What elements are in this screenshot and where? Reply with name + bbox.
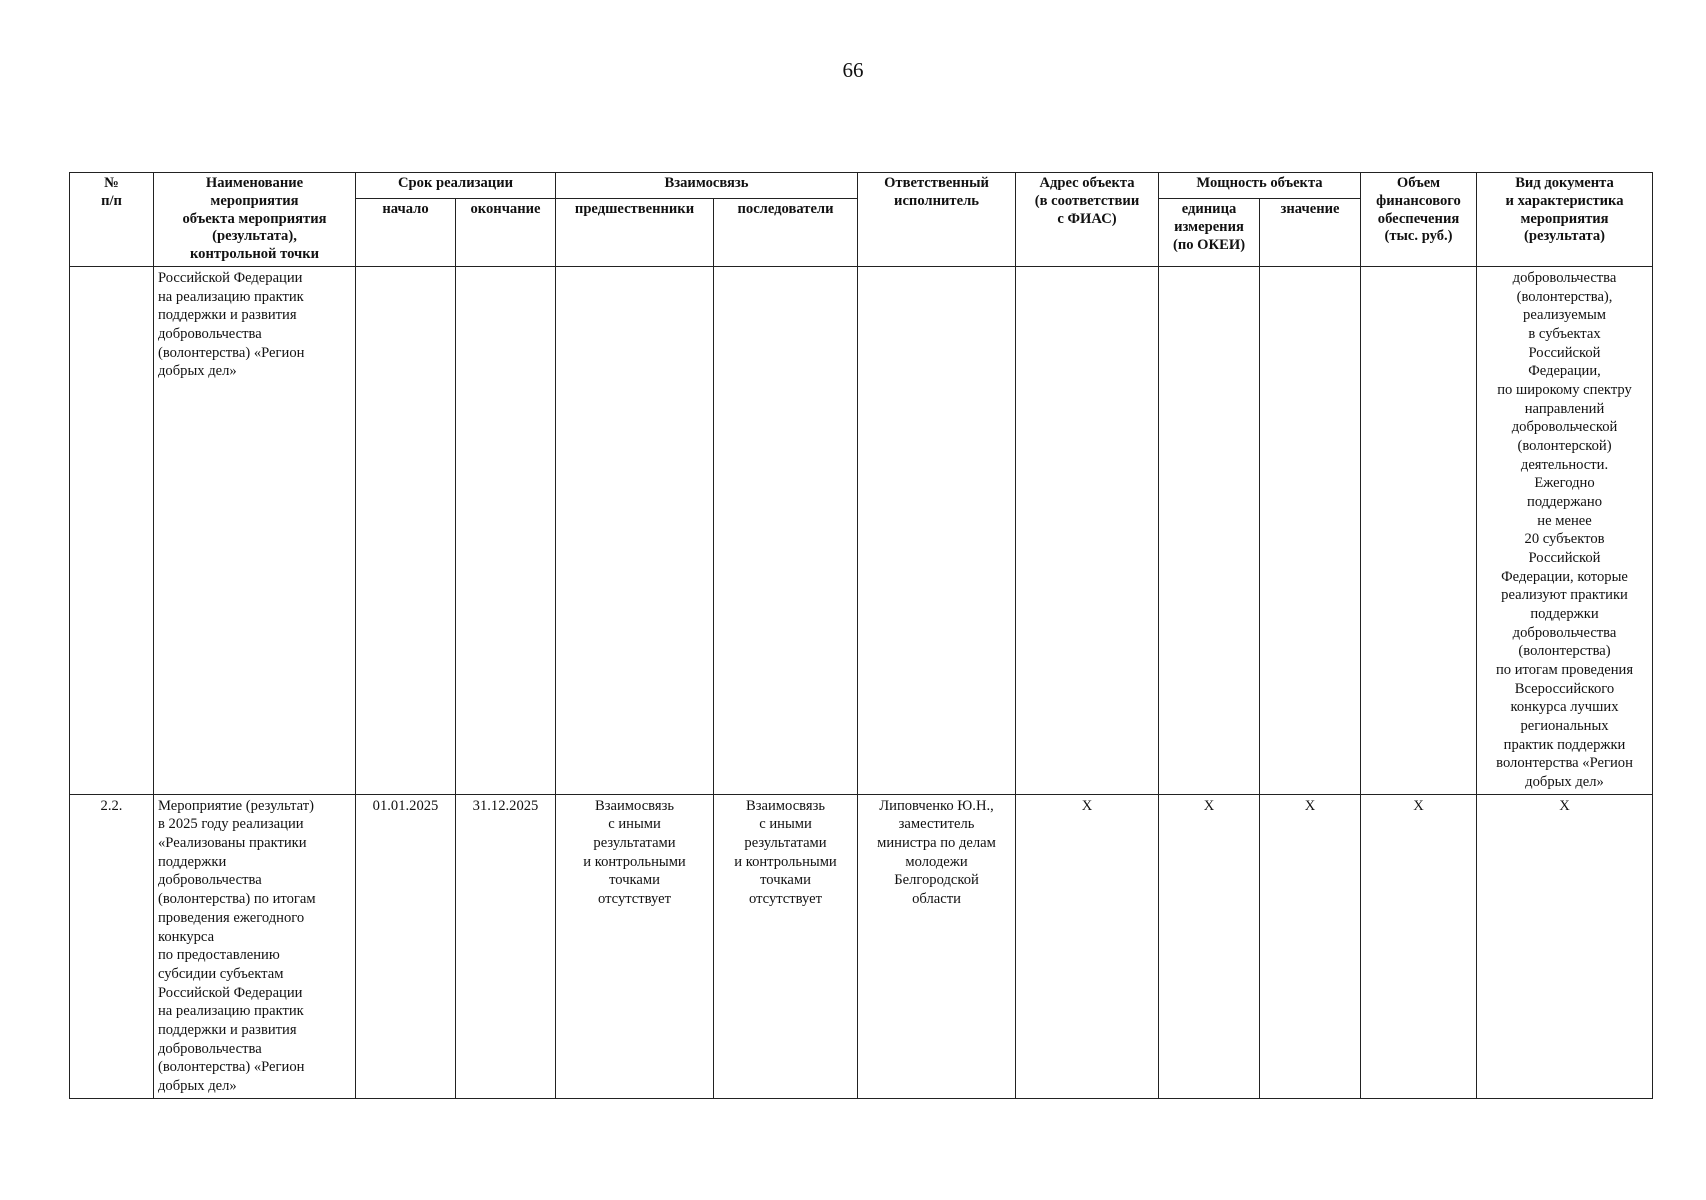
cell-name: Российской Федерации на реализацию практик поддержки и развития добровольчества (волонтерства) «Регион добрых дел» [154,266,356,794]
header-link-succ: последователи [714,199,858,267]
cell-responsible [858,266,1016,794]
header-responsible: Ответственный исполнитель [858,173,1016,267]
cell-pred [556,266,714,794]
header-capacity: Мощность объекта [1159,173,1361,199]
header-name: Наименование мероприятия объекта мероприятия (результата), контрольной точки [154,173,356,267]
page-number: 66 [842,58,864,82]
cell-name: Мероприятие (результат) в 2025 году реализации «Реализованы практики поддержки добровольчества (волонтерства) по итогам проведения ежегодного конкурса по предоставлению субсидии субъектам Российской Федерации на реализацию практик поддержки и развития добровольчества (волонтерства) «Регион добрых дел» [154,794,356,1098]
cell-doc: X [1477,794,1653,1098]
header-capacity-unit: единица измерения (по ОКЕИ) [1159,199,1260,267]
cell-address: X [1016,794,1159,1098]
header-capacity-value: значение [1260,199,1361,267]
table-row [70,794,1653,1098]
header-term: Срок реализации [356,173,556,199]
table-row [70,266,1653,794]
cell-pred: Взаимосвязь с иными результатами и контрольными точками отсутствует [556,794,714,1098]
header-doc: Вид документа и характеристика мероприятия (результата) [1477,173,1653,267]
header-link-pred: предшественники [556,199,714,267]
cell-finance: X [1361,794,1477,1098]
header-term-end: окончание [456,199,556,267]
cell-finance [1361,266,1477,794]
cell-start: 01.01.2025 [356,794,456,1098]
cell-address [1016,266,1159,794]
activities-table [69,172,1653,1099]
header-term-start: начало [356,199,456,267]
cell-value [1260,266,1361,794]
header-address: Адрес объекта (в соответствии с ФИАС) [1016,173,1159,267]
cell-end [456,266,556,794]
cell-succ [714,266,858,794]
header-num: № п/п [70,173,154,267]
cell-num: 2.2. [70,794,154,1098]
cell-num [70,266,154,794]
cell-end: 31.12.2025 [456,794,556,1098]
cell-succ: Взаимосвязь с иными результатами и контрольными точками отсутствует [714,794,858,1098]
cell-unit [1159,266,1260,794]
header-finance: Объем финансового обеспечения (тыс. руб.) [1361,173,1477,267]
header-link: Взаимосвязь [556,173,858,199]
cell-unit: X [1159,794,1260,1098]
cell-doc: добровольчества (волонтерства), реализуемым в субъектах Российской Федерации, по широкому спектру направлений добровольческой (волонтерской) деятельности. Ежегодно поддержано не менее 20 субъектов Российской Федерации, которые реализуют практики поддержки добровольчества (волонтерства) по итогам проведения Всероссийского конкурса лучших региональных практик поддержки волонтерства «Регион добрых дел» [1477,266,1653,794]
cell-value: X [1260,794,1361,1098]
cell-start [356,266,456,794]
table-header [70,173,1653,267]
cell-responsible: Липовченко Ю.Н., заместитель министра по делам молодежи Белгородской области [858,794,1016,1098]
